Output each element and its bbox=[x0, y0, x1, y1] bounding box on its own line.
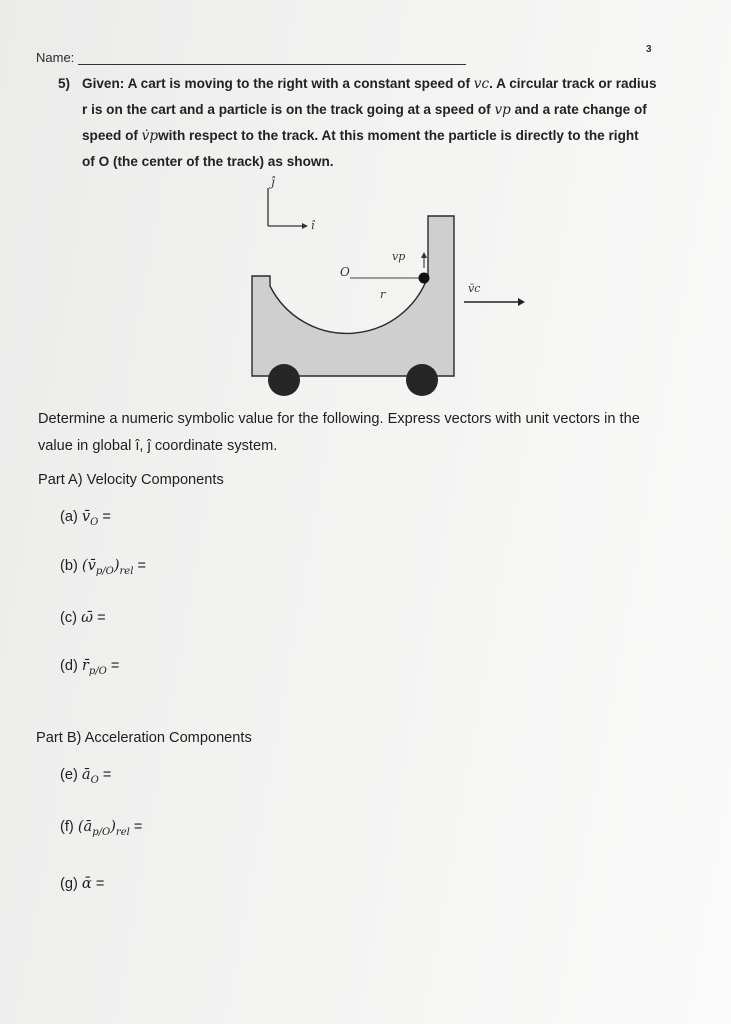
problem-text-2-end: and a rate change of bbox=[510, 102, 647, 117]
instructions-line-2: value in global î, ĵ coordinate system. bbox=[38, 438, 278, 454]
item-c-label: (c) bbox=[60, 610, 78, 626]
item-a-symbol: v̄ bbox=[81, 508, 91, 525]
item-d-symbol: r̄ bbox=[81, 657, 89, 674]
vc-symbol: vc bbox=[473, 76, 490, 92]
vc-label: v̄c bbox=[468, 282, 481, 295]
radius-label: r bbox=[380, 288, 386, 301]
cart-wheel-right bbox=[406, 364, 438, 396]
item-b-close: ) bbox=[113, 557, 120, 574]
item-b-sub: p/O bbox=[95, 566, 114, 577]
item-g-label: (g) bbox=[60, 876, 78, 892]
problem-number: 5) bbox=[58, 76, 71, 91]
item-f-symbol: (ā bbox=[77, 818, 93, 835]
problem-line-4: of O (the center of the track) as shown. bbox=[82, 154, 334, 169]
item-e-symbol: ā bbox=[81, 766, 91, 783]
i-hat-label: î bbox=[311, 219, 315, 232]
item-a-sub: O bbox=[90, 517, 99, 528]
item-f-eq: = bbox=[133, 819, 143, 835]
item-c-eq: = bbox=[97, 610, 106, 626]
item-d-sub: p/O bbox=[88, 666, 107, 677]
coordinate-axes bbox=[268, 175, 316, 232]
item-a-label: (a) bbox=[60, 509, 78, 525]
vp-dot-symbol: v̇p bbox=[141, 128, 159, 144]
page-number: 3 bbox=[646, 44, 652, 55]
item-c-symbol: ω̄ bbox=[81, 609, 93, 626]
problem-line-1 bbox=[82, 71, 692, 97]
item-f bbox=[60, 818, 143, 838]
j-hat-label: ĵ bbox=[271, 175, 275, 189]
item-f-rel: rel bbox=[115, 827, 130, 838]
item-c bbox=[60, 609, 106, 626]
part-b-title: Part B) Acceleration Components bbox=[36, 730, 252, 746]
item-e-sub: O bbox=[90, 775, 99, 786]
item-f-label: (f) bbox=[60, 819, 74, 835]
item-b-rel: rel bbox=[119, 566, 134, 577]
item-g-eq: = bbox=[95, 876, 105, 892]
problem-line-3 bbox=[82, 123, 692, 149]
problem-text-3-end: with respect to the track. At this moment the particle is directly to the right bbox=[158, 128, 639, 143]
cart-diagram bbox=[240, 168, 540, 408]
item-d bbox=[60, 657, 120, 677]
item-e bbox=[60, 766, 112, 786]
item-b-label: (b) bbox=[60, 558, 78, 574]
cart-wheel-left bbox=[268, 364, 300, 396]
item-f-close: ) bbox=[110, 818, 116, 835]
instructions bbox=[38, 406, 718, 460]
problem-text-1-end: . A circular track or radius bbox=[489, 76, 657, 91]
problem-text-1: A cart is moving to the right with a constant speed of bbox=[124, 76, 474, 91]
item-g bbox=[60, 875, 104, 892]
problem-line-2 bbox=[82, 97, 692, 123]
item-d-label: (d) bbox=[60, 658, 78, 674]
item-f-sub: p/O bbox=[92, 827, 111, 838]
instructions-line-1: Determine a numeric symbolic value for the following. Express vectors with unit vectors in the bbox=[38, 411, 640, 427]
name-field-line bbox=[78, 64, 466, 65]
item-b-symbol: (v̄ bbox=[81, 557, 96, 574]
name-label: Name: bbox=[36, 50, 75, 65]
item-a bbox=[60, 508, 111, 528]
item-b bbox=[60, 557, 147, 577]
vp-label: vp bbox=[392, 250, 406, 263]
problem-text-3: speed of bbox=[82, 128, 142, 143]
item-b-eq: = bbox=[137, 558, 147, 574]
particle bbox=[419, 273, 430, 284]
item-e-eq: = bbox=[102, 767, 112, 783]
part-a-title: Part A) Velocity Components bbox=[38, 472, 224, 488]
vp-symbol: vp bbox=[494, 102, 511, 118]
given-label: Given: bbox=[82, 76, 125, 91]
item-e-label: (e) bbox=[60, 767, 78, 783]
cart-body bbox=[252, 216, 454, 376]
item-g-symbol: ᾱ bbox=[81, 875, 92, 892]
problem-text-2: r is on the cart and a particle is on the track going at a speed of bbox=[82, 102, 495, 117]
center-o-label: O bbox=[340, 265, 350, 279]
item-a-eq: = bbox=[102, 509, 111, 525]
item-d-eq: = bbox=[110, 658, 120, 674]
